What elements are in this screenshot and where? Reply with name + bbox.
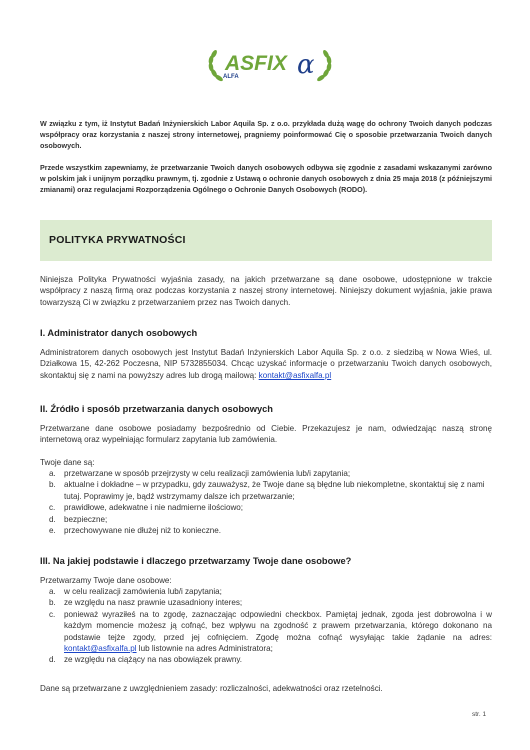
policy-title: POLITYKA PRYWATNOŚCI (49, 234, 186, 246)
section-2-list (40, 468, 492, 536)
section-3-closing: Dane są przetwarzane z uwzględnieniem zasady: rozliczalności, adekwatności oraz rzetelności. (40, 684, 383, 693)
policy-title-box (40, 220, 492, 261)
list-item-text: ze względu na ciążący na nas obowiązek prawny. (64, 655, 243, 665)
list-marker: b. (49, 598, 56, 608)
list-item (40, 502, 492, 513)
section-2-heading: II. Źródło i sposób przetwarzania danych osobowych (40, 404, 273, 414)
list-marker: d. (49, 514, 56, 524)
section-3-list-intro: Przetwarzamy Twoje dane osobowe: (40, 576, 172, 585)
list-marker: a. (49, 587, 56, 596)
list-item (40, 514, 492, 525)
list-marker: c. (49, 609, 56, 619)
list-marker: d. (49, 655, 56, 665)
policy-lead-paragraph: Niniejsza Polityka Prywatności wyjaśnia zasady, na jakich przetwarzane są dane osobowe, udostępnione w trakcie współpracy z naszą firmą oraz podczas korzystania z naszej strony internetowej. Niniejszy dokument wyjaśnia, jakie prawa towarzyszą Ci w związku z przetwarzaniem przez nas Twoich danych. (40, 275, 492, 307)
page-number: str. 1 (472, 711, 487, 718)
list-item-text: ponieważ wyraziłeś na to zgodę, zaznaczając odpowiedni checkbox. Pamiętaj jednak, zgoda jest dobrowolna i w każdym momencie możesz ją cofnąć, bez wpływu na zgodność z prawem przetwarzania, którego dokonano na podstawie tejże zgody, przed jej cofnięciem. Zgodę można cofnąć wysyłając takie żądanie na adres: (64, 609, 492, 642)
list-item (40, 525, 492, 536)
section-2-list-intro: Twoje dane są: (40, 458, 95, 467)
logo-brand-text: ASFIX (225, 52, 287, 75)
company-logo (205, 43, 335, 89)
list-item (40, 597, 492, 608)
list-marker: e. (49, 526, 56, 536)
contact-email-link[interactable]: kontakt@asfixalfa.pl (258, 370, 332, 380)
list-item-text: bezpieczne; (64, 514, 108, 524)
list-item (40, 654, 492, 665)
logo-alpha-symbol: α (297, 50, 315, 80)
list-item (40, 609, 492, 655)
section-3-list (40, 586, 492, 666)
section-1-paragraph (40, 347, 492, 381)
list-item-text: w celu realizacji zamówienia lub/i zapytania; (64, 587, 222, 596)
section-3-heading: III. Na jakiej podstawie i dlaczego przetwarzamy Twoje dane osobowe? (40, 556, 352, 566)
intro-paragraph-2: Przede wszystkim zapewniamy, że przetwarzanie Twoich danych osobowych odbywa się zgodnie z zasadami wskazanymi zarówno w polskim jak i unijnym porządku prawnym, tj. zgodnie z Ustawą o ochronie danych osobowych z dnia 25 maja 2018 (z późniejszymi zmianami) oraz regulacjami Rozporządzenia Ogólnego o Ochronie Danych Osobowych (RODO). (40, 163, 492, 194)
list-item-text: aktualne i dokładne – w przypadku, gdy zauważysz, że Twoje dane są błędne lub niekompletne, skontaktuj się z nami tutaj. Poprawimy je, bądź wstrzymamy dalsze ich przetwarzanie; (64, 480, 485, 501)
list-item-text: przetwarzane w sposób przejrzysty w celu realizacji zamówienia lub/i zapytania; (64, 469, 351, 478)
list-item (40, 586, 492, 597)
list-item-text-after: lub listownie na adres Administratora; (136, 644, 273, 654)
logo-graphic (205, 43, 335, 89)
section-2-paragraph: Przetwarzane dane osobowe posiadamy bezpośrednio od Ciebie. Przekazujesz je nam, odwiedzając naszą stronę internetową oraz wypełniając formularz zapytania lub zamówienia. (40, 424, 492, 445)
list-item-text: przechowywane nie dłużej niż to konieczne. (64, 526, 222, 536)
list-marker: c. (49, 503, 56, 513)
list-marker: b. (49, 480, 56, 490)
section-1-heading: I. Administrator danych osobowych (40, 328, 198, 338)
contact-email-link[interactable]: kontakt@asfixalfa.pl (64, 644, 137, 654)
section-1-text: Administratorem danych osobowych jest Instytut Badań Inżynierskich Labor Aquila Sp. z o.o. z siedzibą w Nowa Wieś, ul. Działkowa 15, 42-262 Poczesna, NIP 5732855034. Chcąc uzyskać informacje o przetwarzaniu Twoich danych osobowych, skontaktuj się z nami na powyższy adres lub drogą mailową: (40, 348, 492, 380)
list-item (40, 468, 492, 479)
list-item-text: prawidłowe, adekwatne i nie nadmierne ilościowo; (64, 503, 244, 513)
logo-subbrand-text: ALFA (223, 74, 239, 80)
list-marker: a. (49, 469, 56, 478)
intro-paragraph-1: W związku z tym, iż Instytut Badań Inżynierskich Labor Aquila Sp. z o.o. przykłada dużą wagę do ochrony Twoich danych podczas współpracy oraz korzystania z naszej strony internetowej, pragniemy poinformować Cię o sposobie przetwarzania Twoich danych osobowych. (40, 119, 492, 150)
list-item-text: ze względu na nasz prawnie uzasadniony interes; (64, 598, 243, 608)
list-item (40, 479, 492, 502)
